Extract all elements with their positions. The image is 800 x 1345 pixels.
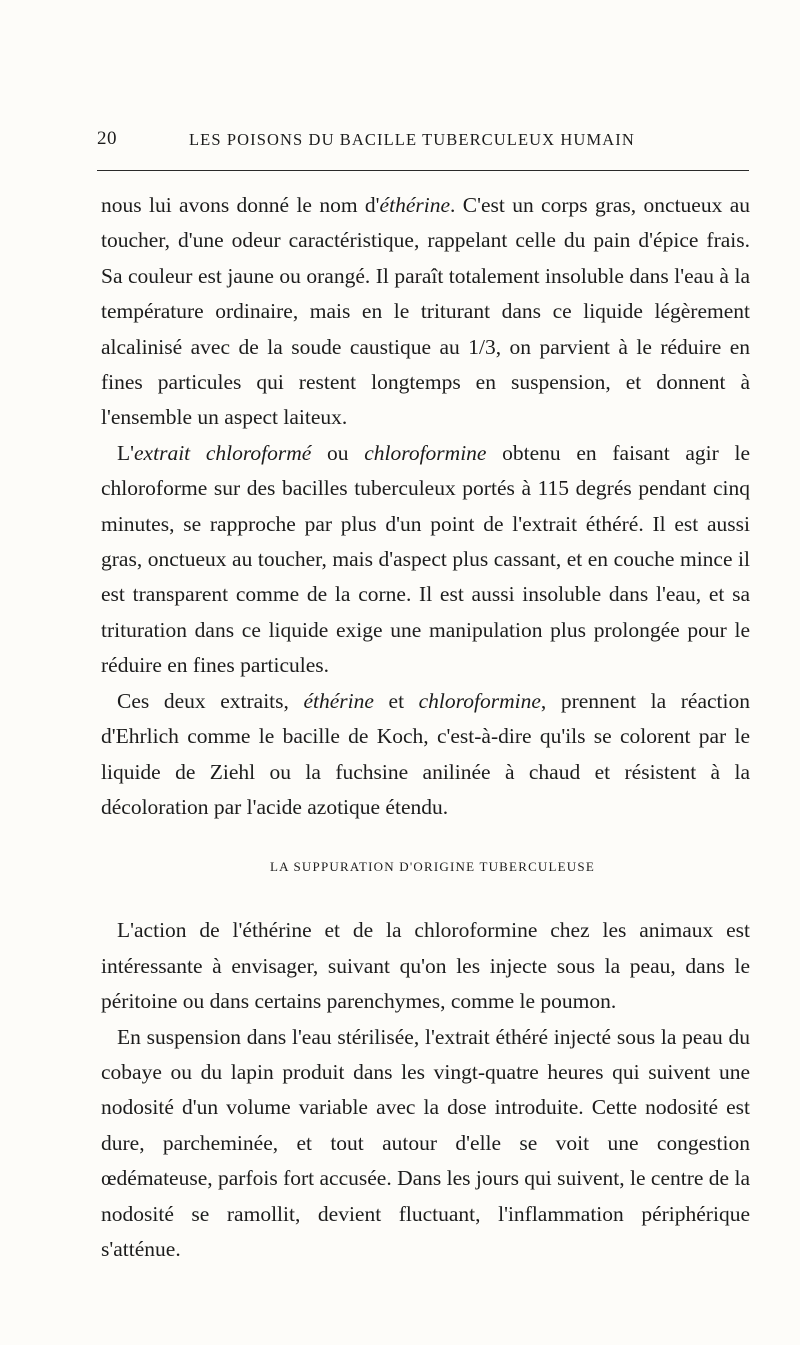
- italic-term: chloroformine: [364, 440, 487, 465]
- text-run: Ces deux extraits,: [117, 688, 304, 713]
- italic-term: éthérine: [303, 688, 374, 713]
- body-text: [101, 188, 750, 1267]
- text-run: En suspension dans l'eau stérilisée, l'extrait éthéré injecté sous la peau du cobaye ou du lapin produit dans les vingt-quatre heures qui suivent une nodosité d'un volume variable avec la dose introduite. Cette nodosité est dure, parcheminée, et tout autour d'elle se voit une congestion œdémateuse, parfois fort accusée. Dans les jours qui suivent, le centre de la nodosité se ramollit, devient fluctuant, l'inflammation périphérique s'atténue.: [101, 1024, 750, 1261]
- text-run: obtenu en faisant agir le chloroforme sur des bacilles tuberculeux portés à 115 degrés pendant cinq minutes, se rapproche par plus d'un point de l'extrait éthéré. Il est aussi gras, onctueux au toucher, mais d'aspect plus cassant, et en couche mince il est transparent comme de la corne. Il est aussi insoluble dans l'eau, et sa trituration dans ce liquide exige une manipulation plus prolongée pour le réduire en fines particules.: [101, 440, 751, 678]
- paragraph-4: [101, 913, 750, 1019]
- text-run: L': [117, 440, 135, 465]
- paragraph-5: [101, 1020, 750, 1268]
- italic-term: chloroformine: [418, 688, 541, 713]
- text-run: L'action de l'éthérine et de la chloroformine chez les animaux est intéressante à envisager, suivant qu'on les injecte sous la peau, dans le péritoine ou dans certains parenchymes, comme le poumon.: [101, 918, 750, 1014]
- header-rule: [97, 170, 749, 171]
- page-header: [97, 128, 749, 158]
- text-run: ou: [311, 440, 365, 465]
- running-title: LES POISONS DU BACILLE TUBERCULEUX HUMAIN: [189, 130, 635, 149]
- italic-term: éthérine: [379, 193, 450, 217]
- italic-term: extrait chloroformé: [134, 440, 312, 465]
- text-run: nous lui avons donné le nom d': [101, 193, 380, 217]
- text-run: et: [373, 688, 419, 713]
- paragraph-3: [101, 684, 750, 826]
- page-number: 20: [97, 128, 117, 149]
- section-heading: LA SUPPURATION D'ORIGINE TUBERCULEUSE: [270, 859, 595, 875]
- text-run: . C'est un corps gras, onctueux au toucher, d'une odeur caractéristique, rappelant celle du pain d'épice frais. Sa couleur est jaune ou orangé. Il paraît totalement insoluble dans l'eau à la température ordinaire, mais en le triturant dans ce liquide légèrement alcalinisé avec de la soude caustique au 1/3, on parvient à le réduire en fines particules qui restent longtemps en suspension, et donnent à l'ensemble un aspect laiteux.: [101, 193, 750, 430]
- paragraph-2: [101, 436, 750, 684]
- text-run: , prennent la réaction d'Ehrlich comme le bacille de Koch, c'est-à-dire qu'ils se colorent par le liquide de Ziehl ou la fuchsine anilinée à chaud et résistent à la décoloration par l'acide azotique étendu.: [101, 688, 750, 819]
- paragraph-1: [101, 188, 750, 436]
